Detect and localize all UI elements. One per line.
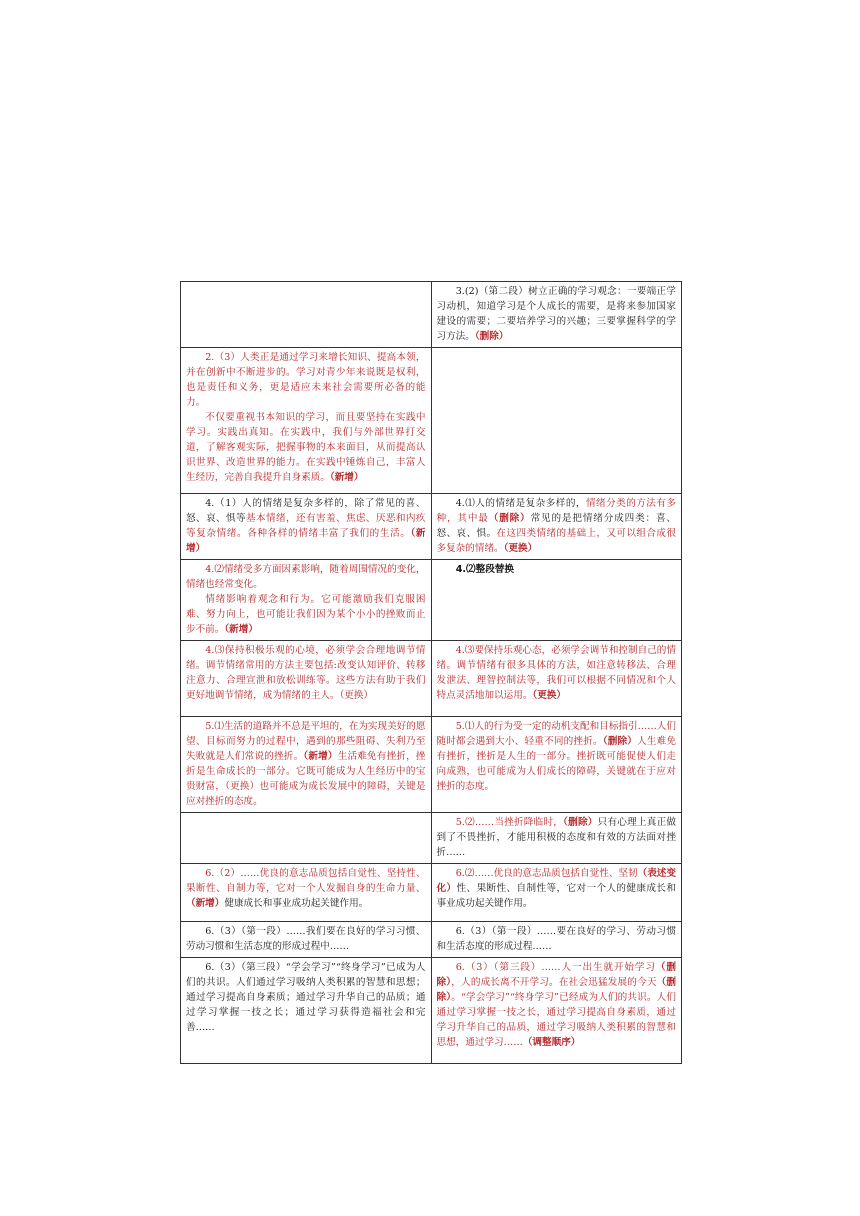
- text-run: 基本情绪，还有害羞、焦虑、厌恶和内疚等复杂情绪。各种各样的情绪丰富了我们的生活。: [186, 513, 426, 539]
- table-row: [181, 560, 682, 641]
- text-run: 5.⑴人的行为受一定的动机支配和目标指引……人们随时都会遇到大小、轻重不同的挫折。: [436, 721, 676, 747]
- text-run: 2.（3）: [205, 352, 241, 363]
- text-run: 4.⑶保持积极乐观的心境，必须学会合理地调节情绪。调节情绪常用的方法主要包括:改变认知评价、转移注意力、合理宣泄和放松训练等。这些方法有助于我们更好地调节情绪，成为情绪的主人。: [186, 645, 426, 701]
- right-cell: [431, 813, 682, 864]
- cell-paragraph: [186, 350, 426, 410]
- cell-paragraph: [186, 643, 426, 703]
- text-run: 6.（3）（第三段）“学会学习”“终身学习”已成为人们的共识。人们通过学习吸纳人类积累的智慧和思想；通过学习提高自身素质；通过学习升华自己的品质；通过学习掌握一技之长；通过学习获得造福社会和完善……: [186, 962, 426, 1033]
- cell-paragraph: [186, 866, 426, 911]
- text-run: 人类正是通过学习来增长知识、提高本领，并在创新中不断进步的。学习对青少年来说既是权利，也是责任和义务，更是适应未来社会需要所必备的能力。: [186, 352, 426, 408]
- cell-paragraph: [186, 960, 426, 1035]
- cell-paragraph: [186, 410, 426, 485]
- text-run: 4.⑵情绪受多方面因素影响，随着周围情况的变化，情绪也经常变化。: [186, 564, 426, 590]
- table-row: [181, 958, 682, 1064]
- cell-paragraph: [186, 719, 426, 809]
- cell-paragraph: [437, 719, 677, 794]
- table-row: [181, 864, 682, 922]
- right-cell: [431, 348, 682, 494]
- text-run: 情绪影响着观念和行为。它可能激励我们克服困难、努力向上，也可能让我们因为某个小小的挫败而止步不前。: [186, 594, 426, 635]
- cell-paragraph: [186, 562, 426, 592]
- right-cell: [431, 717, 682, 813]
- text-run: 6.（3）（第一段）……我们要在良好的学习习惯、劳动习惯和生活态度的形成过程中……: [186, 926, 426, 952]
- change-tag: （更换）: [503, 543, 538, 554]
- left-cell: [181, 958, 432, 1064]
- change-tag: （更换）: [532, 690, 567, 701]
- left-cell: [181, 494, 432, 560]
- text-run: 只有心理上真正做到了不畏挫折，才能用积极的态度和有效的方法面对挫折……: [436, 817, 677, 858]
- cell-paragraph: [186, 496, 426, 556]
- change-tag: （新增）: [186, 898, 225, 909]
- change-tag: （删除）: [436, 962, 676, 988]
- text-run: 4.: [455, 564, 467, 575]
- text-run: ，人的成长离不开学习。在社会迅猛发展的今天: [451, 977, 657, 988]
- text-run: 4.（1）人的情绪是复杂多样的，除了常见的喜、怒、哀、惧等: [186, 498, 426, 524]
- left-cell: [181, 813, 432, 864]
- cell-paragraph: [437, 562, 677, 577]
- text-run: 生活难免有挫折，挫折是生命成长的一部分。它既可能成为人生经历中的宝贵财富，（更换）也可能成为成长发展中的障碍，关键是应对挫折的态度。: [186, 751, 426, 807]
- right-cell: [431, 958, 682, 1064]
- right-cell: [431, 494, 682, 560]
- right-cell: [431, 922, 682, 958]
- text-run: 情绪分类的方法有多种，其中最: [436, 498, 677, 524]
- text-run: 。“学会学习”“终身学习”已经成为人们的共识。人们通过学习掌握一技之长，通过学习提高自身素质，通过学习升华自己的品质，通过学习吸纳人类积累的智慧和思想，通过学习……: [436, 992, 676, 1048]
- right-cell: [431, 560, 682, 641]
- cell-paragraph: [437, 643, 677, 703]
- text-run: 6.（3）（第三段）……人一出生就开始学习: [455, 962, 656, 973]
- text-run: ⑵整段替换: [466, 564, 514, 575]
- text-run: 常见的是把情绪分成四类：喜、怒、哀、惧。: [436, 513, 677, 539]
- text-run: 在这四类情绪的基础上，又可以组合成很多复杂的情绪。: [436, 528, 677, 554]
- text-run: 4.⑶要保持乐观心态，必须学会调节和控制自己的情绪。调节情绪有很多具体的方法，如注意转移法、合理发泄法、理智控制法等，我们可以根据不同情况和个人特点灵活地加以运用。: [436, 645, 676, 701]
- text-run: 5.⑴生活的道路并不总是平坦的，在为实现美好的愿望、目标而努力的过程中，遇到的那些阻碍、失利乃至失败就是人们常说的挫折。: [186, 721, 426, 762]
- text-run: 6.（2）……优良的意志品质包括自觉性、坚持性、果断性、自制力等，它对一个人发掘自身的生命力量、: [186, 868, 426, 894]
- text-run: 人生难免有挫折，挫折是人生的一部分。挫折既可能促使人们走向成熟，也可能成为人们成长的障碍，关键就在于应对挫折的态度。: [436, 736, 677, 792]
- left-cell: [181, 717, 432, 813]
- left-cell: [181, 922, 432, 958]
- change-tag: （新增）: [186, 528, 426, 554]
- text-run: （更换）: [339, 690, 374, 701]
- change-tag: （删除）: [436, 977, 677, 1003]
- change-tag: （删除）: [488, 513, 531, 524]
- left-cell: [181, 864, 432, 922]
- change-tag: （新增）: [329, 472, 364, 483]
- cell-paragraph: [437, 924, 677, 954]
- left-cell: [181, 641, 432, 717]
- text-run: 4.⑴人的情绪是复杂多样的，: [455, 498, 586, 509]
- table-row: [181, 494, 682, 560]
- text-run: 5.⑵……当挫折降临时，: [455, 817, 564, 828]
- table-row: [181, 282, 682, 348]
- cell-paragraph: [437, 960, 677, 1050]
- change-tag: （新增）: [303, 751, 338, 762]
- table-row: [181, 348, 682, 494]
- right-cell: [431, 282, 682, 348]
- change-tag: （表述变化）: [436, 868, 676, 894]
- change-tag: （调整顺序）: [522, 1037, 581, 1048]
- table-row: [181, 717, 682, 813]
- left-cell: [181, 560, 432, 641]
- text-run: 健康成长和事业成功起关键作用。: [224, 898, 369, 909]
- cell-paragraph: [186, 592, 426, 637]
- text-run: 6.（3）（第一段）……要在良好的学习、劳动习惯和生活态度的形成过程……: [436, 926, 676, 952]
- cell-paragraph: [437, 866, 677, 911]
- table-row: [181, 641, 682, 717]
- left-cell: [181, 348, 432, 494]
- change-tag: （新增）: [224, 624, 258, 635]
- comparison-table-body: [181, 282, 682, 1064]
- text-run: 3.(2)（第二段）树立正确的学习观念：一要端正学习动机，知道学习是个人成长的需要，是将来参加国家建设的需要；二要培养学习的兴趣；三要掌握科学的学习方法。: [436, 286, 676, 342]
- right-cell: [431, 864, 682, 922]
- change-tag: （删除）: [602, 736, 638, 747]
- change-tag: （删除）: [563, 817, 598, 828]
- left-cell: [181, 282, 432, 348]
- table-row: [181, 813, 682, 864]
- comparison-table: [180, 281, 682, 1064]
- text-run: 性、果断性、自制性等，它对一个人的健康成长和事业成功起关键作用。: [436, 883, 677, 909]
- cell-paragraph: [186, 924, 426, 954]
- text-run: 不仅要重视书本知识的学习，而且要坚持在实践中学习。实践出真知。在实践中，我们与外部世界打交道，了解客观实际，把握事物的本来面目，从而提高认识世界、改造世界的能力。在实践中锤炼自己，丰富人生经历，完善自我提升自身素质。: [186, 412, 426, 483]
- text-run: 6.⑵……优良的意志品质包括自觉性、坚韧: [455, 868, 638, 879]
- cell-paragraph: [437, 496, 677, 556]
- change-tag: （删除）: [474, 331, 509, 342]
- table-row: [181, 922, 682, 958]
- cell-paragraph: [437, 284, 677, 344]
- cell-paragraph: [437, 815, 677, 860]
- right-cell: [431, 641, 682, 717]
